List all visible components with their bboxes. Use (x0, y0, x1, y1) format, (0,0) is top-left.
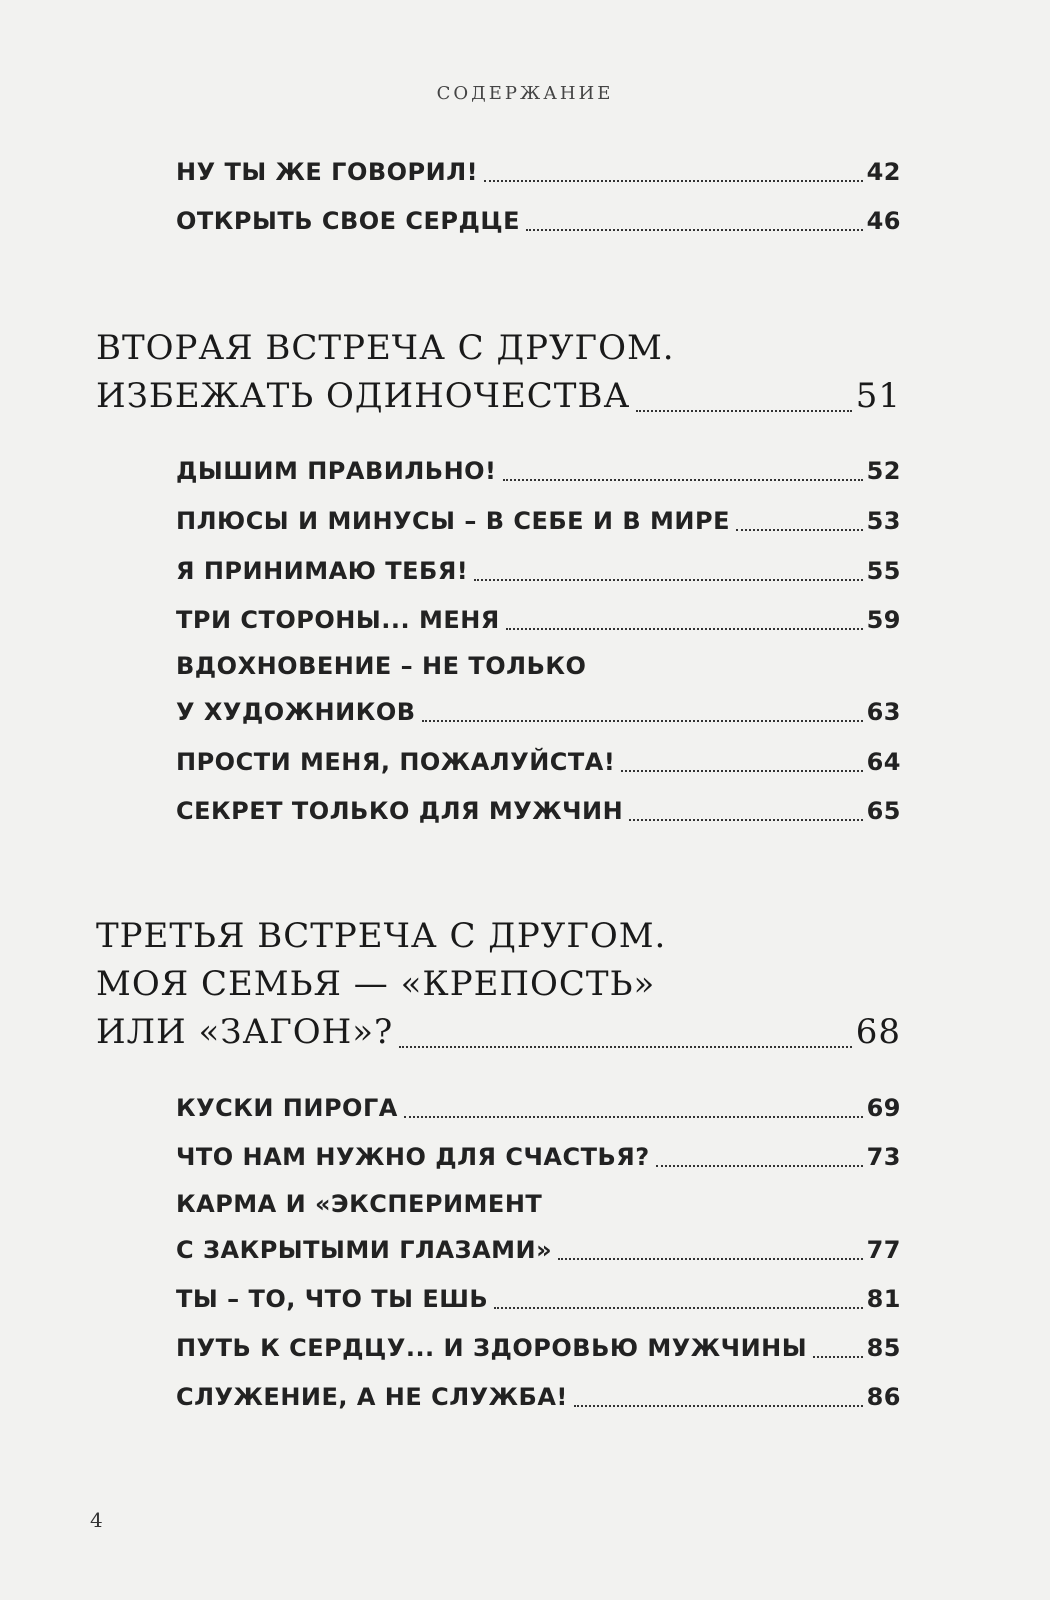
toc-entry-page: 55 (866, 557, 901, 585)
toc-entry-title: ОТКРЫТЬ СВОЕ СЕРДЦЕ (176, 207, 521, 235)
dot-leader (736, 528, 863, 531)
toc-entry (176, 555, 901, 587)
toc-entry-title: Я ПРИНИМАЮ ТЕБЯ! (176, 557, 469, 585)
toc-entry (176, 205, 901, 237)
toc-entry (176, 696, 901, 728)
dot-leader (629, 818, 862, 821)
dot-leader (503, 478, 863, 481)
dot-leader (813, 1355, 862, 1358)
dot-leader (474, 578, 862, 581)
toc-entry-title: ВДОХНОВЕНИЕ – НЕ ТОЛЬКО (176, 652, 587, 680)
dot-leader (558, 1257, 862, 1260)
dot-leader (506, 627, 863, 630)
toc-entry-page: 65 (866, 797, 901, 825)
toc-entry (176, 455, 901, 487)
toc-entry-page: 42 (866, 158, 901, 186)
toc-entry-page: 68 (855, 1012, 901, 1052)
dot-leader (526, 228, 863, 231)
toc-entry-page: 73 (866, 1143, 901, 1171)
toc-entry (176, 1381, 901, 1413)
toc-entry-title: СЛУЖЕНИЕ, А НЕ СЛУЖБА! (176, 1383, 568, 1411)
chapter-title-line: МОЯ СЕМЬЯ — «КРЕПОСТЬ» (96, 964, 656, 1004)
dot-leader (621, 769, 862, 772)
chapter-title-line: ИЗБЕЖАТЬ ОДИНОЧЕСТВА (96, 376, 631, 416)
toc-entry-page: 64 (866, 748, 901, 776)
toc-entry-page: 63 (866, 698, 901, 726)
dot-leader (399, 1045, 851, 1048)
toc-entry-title: ТРИ СТОРОНЫ... МЕНЯ (176, 606, 500, 634)
toc-entry-page: 51 (855, 376, 901, 416)
toc-entry-page: 81 (866, 1285, 901, 1313)
toc-entry (176, 1283, 901, 1315)
toc-entry-page: 46 (866, 207, 901, 235)
toc-entry (176, 746, 901, 778)
toc-entry (176, 1234, 901, 1266)
chapter-title-line: ИЛИ «ЗАГОН»? (96, 1012, 394, 1052)
toc-entry-title: ПУТЬ К СЕРДЦУ... И ЗДОРОВЬЮ МУЖЧИНЫ (176, 1334, 808, 1362)
toc-entry (176, 1332, 901, 1364)
page-number: 4 (90, 1508, 103, 1532)
running-head: СОДЕРЖАНИЕ (436, 83, 614, 104)
toc-entry-page: 52 (866, 457, 901, 485)
dot-leader (574, 1404, 863, 1407)
dot-leader (404, 1115, 863, 1118)
toc-entry (176, 505, 901, 537)
toc-entry (176, 1092, 901, 1124)
toc-entry (176, 604, 901, 636)
toc-entry-title: ДЫШИМ ПРАВИЛЬНО! (176, 457, 497, 485)
toc-entry-title: У ХУДОЖНИКОВ (176, 698, 416, 726)
toc-entry-title: С ЗАКРЫТЫМИ ГЛАЗАМИ» (176, 1236, 553, 1264)
toc-entry-title: КАРМА И «ЭКСПЕРИМЕНТ (176, 1190, 543, 1218)
chapter-title-line: ТРЕТЬЯ ВСТРЕЧА С ДРУГОМ. (96, 916, 667, 956)
toc-entry (176, 156, 901, 188)
toc-chapter-entry (96, 374, 901, 418)
dot-leader (484, 179, 862, 182)
toc-entry-title: КУСКИ ПИРОГА (176, 1094, 398, 1122)
dot-leader (636, 409, 852, 412)
dot-leader (656, 1164, 863, 1167)
toc-chapter-entry (96, 1010, 901, 1054)
dot-leader (422, 719, 863, 722)
toc-entry-title: НУ ТЫ ЖЕ ГОВОРИЛ! (176, 158, 479, 186)
dot-leader (494, 1306, 862, 1309)
toc-entry-title: ЧТО НАМ НУЖНО ДЛЯ СЧАСТЬЯ? (176, 1143, 650, 1171)
toc-entry-title: ПРОСТИ МЕНЯ, ПОЖАЛУЙСТА! (176, 748, 616, 776)
chapter-title-line: ВТОРАЯ ВСТРЕЧА С ДРУГОМ. (96, 328, 675, 368)
toc-entry-page: 59 (866, 606, 901, 634)
toc-entry-page: 77 (866, 1236, 901, 1264)
toc-entry-title: ПЛЮСЫ И МИНУСЫ – В СЕБЕ И В МИРЕ (176, 507, 730, 535)
toc-entry (176, 1141, 901, 1173)
toc-entry (176, 795, 901, 827)
toc-entry-page: 53 (866, 507, 901, 535)
toc-entry-title: СЕКРЕТ ТОЛЬКО ДЛЯ МУЖЧИН (176, 797, 624, 825)
toc-entry-page: 85 (866, 1334, 901, 1362)
toc-entry-page: 86 (866, 1383, 901, 1411)
toc-entry-title: ТЫ – ТО, ЧТО ТЫ ЕШЬ (176, 1285, 489, 1313)
toc-entry-page: 69 (866, 1094, 901, 1122)
